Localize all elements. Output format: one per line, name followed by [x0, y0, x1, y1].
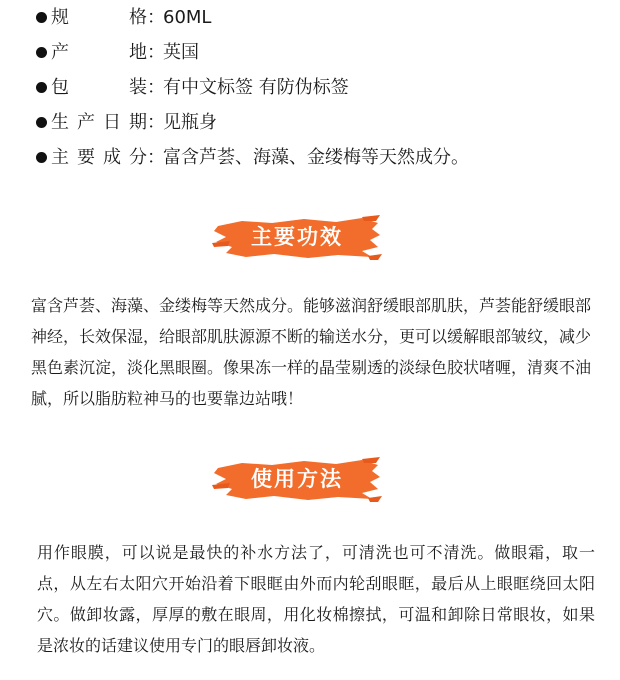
- spec-separator: ：: [147, 77, 165, 98]
- spec-value: 60ML: [163, 7, 212, 28]
- spec-row-production-date: [36, 105, 596, 140]
- spec-separator: ：: [147, 42, 165, 63]
- spec-separator: ：: [147, 7, 165, 28]
- spec-label: 包装: [51, 77, 147, 98]
- spec-value: 有中文标签 有防伪标签: [163, 77, 349, 98]
- bullet-icon: [36, 47, 47, 58]
- spec-value: 英国: [163, 42, 199, 63]
- spec-label: 规格: [51, 7, 147, 28]
- section-title: 主要功效: [251, 225, 343, 249]
- bullet-icon: [36, 117, 47, 128]
- usage-paragraph: 用作眼膜，可以说是最快的补水方法了，可清洗也可不清洗。做眼霜，取一点，从左右太阳穴开始沿着下眼眶由外而内轮刮眼眶，最后从上眼眶绕回太阳穴。做卸妆露，厚厚的敷在眼周，用化妆棉擦拭，可温和卸除日常眼妆，如果是浓妆的话建议使用专门的眼唇卸妆液。: [37, 543, 595, 655]
- bullet-icon: [36, 12, 47, 23]
- effects-paragraph: 富含芦荟、海藻、金缕梅等天然成分。能够滋润舒缓眼部肌肤，芦荟能舒缓眼部神经，长效保湿，给眼部肌肤源源不断的输送水分，更可以缓解眼部皱纹，减少黑色素沉淀，淡化黑眼圈。像果冻一样的晶莹剔透的淡绿色胶状啫喱，清爽不油腻，所以脂肪粒神马的也要靠边站哦！: [31, 296, 592, 408]
- spec-row-origin: [36, 35, 596, 70]
- bullet-icon: [36, 152, 47, 163]
- spec-row-ingredients: [36, 140, 596, 175]
- spec-list: [36, 0, 596, 175]
- spec-value: 富含芦荟、海藻、金缕梅等天然成分。: [163, 147, 469, 168]
- spec-value: 见瓶身: [163, 112, 217, 133]
- spec-row-size: [36, 0, 596, 35]
- spec-label: 主要成分: [51, 147, 147, 168]
- spec-label: 生产日期: [51, 112, 147, 133]
- section-banner-usage: [212, 454, 382, 504]
- section-banner-effects: [212, 212, 382, 262]
- spec-label: 产地: [51, 42, 147, 63]
- spec-separator: ：: [147, 112, 165, 133]
- spec-separator: ：: [147, 147, 165, 168]
- section-title: 使用方法: [251, 467, 343, 491]
- bullet-icon: [36, 82, 47, 93]
- spec-row-packaging: [36, 70, 596, 105]
